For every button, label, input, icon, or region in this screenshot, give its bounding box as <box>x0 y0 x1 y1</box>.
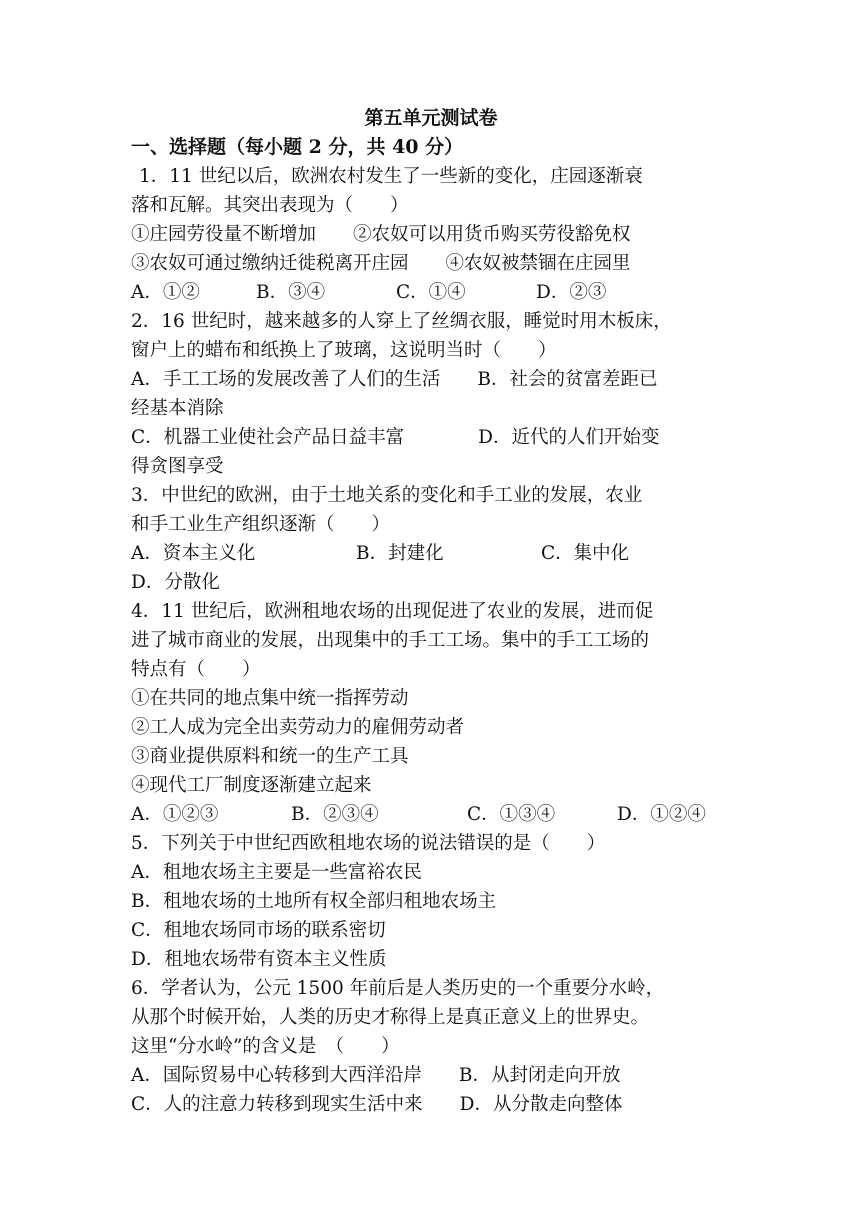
question-4-options <box>131 800 731 829</box>
question-3-option-a: A．资本主义化 <box>131 543 256 564</box>
question-5-option-d: D．租地农场带有资本主义性质 <box>131 949 387 970</box>
question-4-option-b: B．②③④ <box>291 804 379 825</box>
question-1-option-a: A．①② <box>131 282 200 303</box>
question-5-stem: 5．下列关于中世纪西欧租地农场的说法错误的是（ ） <box>131 833 606 854</box>
question-6-stem-line-1: 6．学者认为，公元 1500 年前后是人类历史的一个重要分水岭， <box>131 978 665 999</box>
question-1-stem-line-2: 落和瓦解。其突出表现为（ ） <box>131 195 409 216</box>
question-4-option-a: A．①②③ <box>131 804 219 825</box>
question-1-item-line-2: ③农奴可通过缴纳迁徙税离开庄园 ④农奴被禁锢在庄园里 <box>131 253 631 274</box>
question-6-option-line-2: C．人的注意力转移到现实生活中来 D．从分散走向整体 <box>131 1094 623 1115</box>
question-3-stem-line-2: 和手工业生产组织逐渐（ ） <box>131 514 391 535</box>
question-4-stem-line-3: 特点有（ ） <box>131 659 261 680</box>
page-title: 第五单元测试卷 <box>364 107 498 129</box>
question-3-option-b: B．封建化 <box>356 543 444 564</box>
question-6-stem-line-3: 这里“分水岭”的含义是 （ ） <box>131 1036 400 1057</box>
question-1-item-line-1: ①庄园劳役量不断增加 ②农奴可以用货币购买劳役豁免权 <box>131 224 631 245</box>
question-3-option-d: D．分散化 <box>131 572 220 593</box>
question-1-options <box>131 278 731 307</box>
question-1-stem-line-1: 1．11 世纪以后，欧洲农村发生了一些新的变化，庄园逐渐衰 <box>139 166 643 187</box>
question-4-stem-line-1: 4．11 世纪后，欧洲租地农场的出现促进了农业的发展，进而促 <box>131 601 654 622</box>
exam-page <box>131 103 731 1119</box>
question-4-item-4: ④现代工厂制度逐渐建立起来 <box>131 775 372 796</box>
section-heading: 一、选择题（每小题 2 分，共 40 分） <box>131 136 464 158</box>
question-5-option-b: B．租地农场的土地所有权全部归租地农场主 <box>131 891 497 912</box>
question-5-option-a: A．租地农场主主要是一些富裕农民 <box>131 862 422 883</box>
question-6-option-line-1: A．国际贸易中心转移到大西洋沿岸 B．从封闭走向开放 <box>131 1065 621 1086</box>
question-2-stem-line-2: 窗户上的蜡布和纸换上了玻璃，这说明当时（ ） <box>131 340 557 361</box>
question-4-stem-line-2: 进了城市商业的发展，出现集中的手工工场。集中的手工工场的 <box>131 630 650 651</box>
question-2-option-line-1: A．手工工场的发展改善了人们的生活 B．社会的贫富差距已 <box>131 369 658 390</box>
question-2-option-line-3: C．机器工业使社会产品日益丰富 D．近代的人们开始变 <box>131 427 660 448</box>
question-2-stem-line-1: 2．16 世纪时，越来越多的人穿上了丝绸衣服，睡觉时用木板床， <box>131 311 672 332</box>
question-3-stem-line-1: 3．中世纪的欧洲，由于土地关系的变化和手工业的发展，农业 <box>131 485 643 506</box>
question-2-option-line-2: 经基本消除 <box>131 398 224 419</box>
question-5-option-c: C．租地农场同市场的联系密切 <box>131 920 386 941</box>
question-4-item-1: ①在共同的地点集中统一指挥劳动 <box>131 688 409 709</box>
question-4-item-2: ②工人成为完全出卖劳动力的雇佣劳动者 <box>131 717 465 738</box>
question-2-option-line-4: 得贪图享受 <box>131 456 224 477</box>
question-1-option-d: D．②③ <box>536 282 607 303</box>
question-4-option-d: D．①②④ <box>617 804 706 825</box>
question-1-option-c: C．①④ <box>396 282 466 303</box>
question-4-item-3: ③商业提供原料和统一的生产工具 <box>131 746 409 767</box>
question-6-stem-line-2: 从那个时候开始，人类的历史才称得上是真正意义上的世界史。 <box>131 1007 650 1028</box>
question-3-option-c: C．集中化 <box>541 543 630 564</box>
question-3-options <box>131 539 731 568</box>
question-4-option-c: C．①③④ <box>467 804 556 825</box>
question-1-option-b: B．③④ <box>256 282 326 303</box>
